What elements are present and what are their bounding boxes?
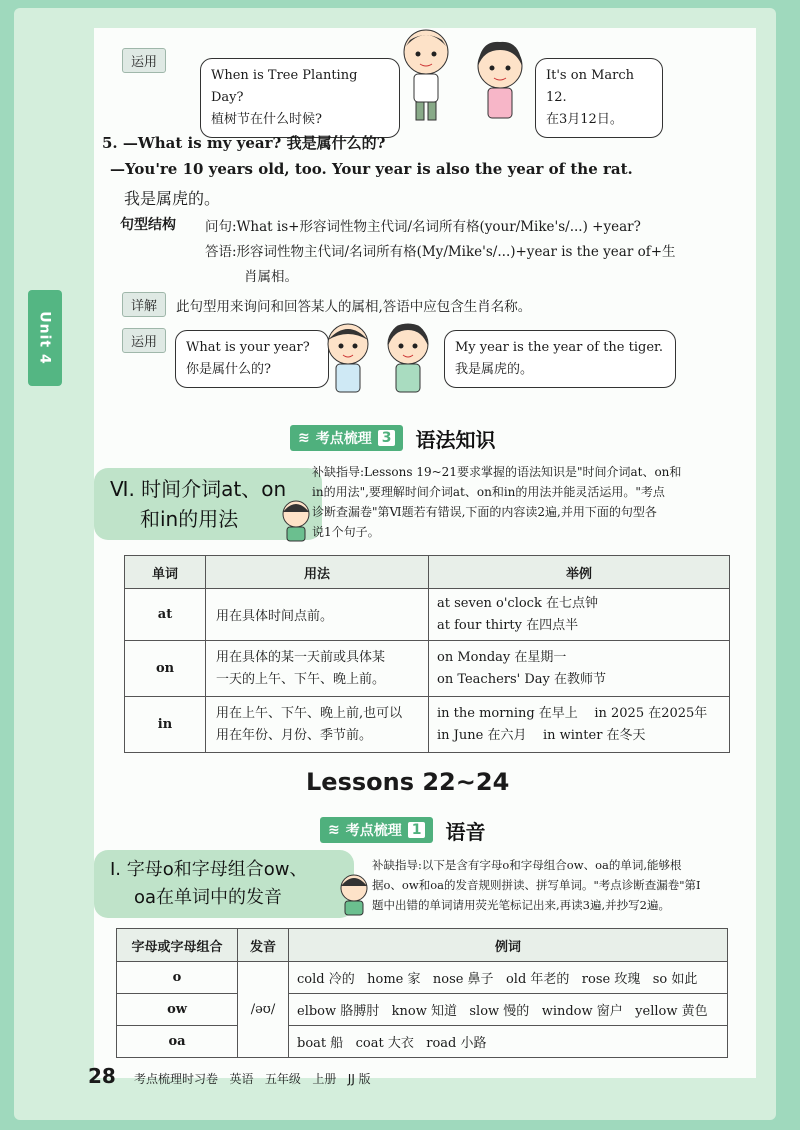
apply-tag: 运用 <box>122 48 166 73</box>
structure-answer-cont: 肖属相。 <box>244 269 298 285</box>
detail-text: 此句型用来询问和回答某人的属相,答语中应包含生肖名称。 <box>176 299 532 315</box>
year-answer-en: My year is the year of the tiger. <box>455 340 663 355</box>
wave-icon: ≋ <box>298 430 310 446</box>
year-answer-cn: 我是属虎的。 <box>455 362 534 377</box>
item5-answer: —You're 10 years old, too. Your year is also the year of the rat. <box>110 160 633 178</box>
item5-answer-cn: 我是属虎的。 <box>124 189 221 208</box>
girl-illustration-2 <box>378 318 438 400</box>
mascot-icon <box>278 498 314 542</box>
girl-illustration <box>470 36 530 126</box>
answer-cn: 在3月12日。 <box>546 112 623 127</box>
unit-side-tab: Unit 4 <box>28 290 62 386</box>
table-row: at 用在具体时间点前。 at seven o'clock 在七点钟 at four thirty 在四点半 <box>125 589 730 641</box>
wave-icon: ≋ <box>328 822 340 838</box>
structure-answer: 答语:形容词性物主代词/名词所有格(My/Mike's/...)+year is the year of+生 <box>205 244 676 260</box>
grammar-title-box: Ⅵ. 时间介词at、on 和in的用法 <box>94 468 322 540</box>
answer-bubble <box>535 58 663 138</box>
page-number: 28 <box>88 1064 116 1088</box>
phonics-tip: 补缺指导:以下是含有字母o和字母组合ow、oa的单词,能够根 据o、ow和oa的发音规则拼读、拼写单词。"考点诊断查漏卷"第Ⅰ 题中出错的单词请用荧光笔标记出来,再读3遍,并抄写2遍。 <box>372 858 701 912</box>
year-question-en: What is your year? <box>186 340 310 355</box>
boy-illustration-2 <box>318 318 378 400</box>
section3-badge: ≋ 考点梳理 3 语法知识 <box>290 425 495 451</box>
year-question-cn: 你是属什么的? <box>186 362 271 377</box>
table-row: in 用在上午、下午、晚上前,也可以 用在年份、月份、季节前。 in the morning 在早上 in 2025 在2025年 in June 在六月 in winter 在冬天 <box>125 697 730 753</box>
year-answer-bubble <box>444 330 676 388</box>
table-row: o /əʊ/ cold 冷的 home 家 nose 鼻子 old 年老的 rose 玫瑰 so 如此 <box>117 962 728 994</box>
lessons-title: Lessons 22~24 <box>306 768 510 796</box>
detail-tag: 详解 <box>122 292 166 317</box>
question-en: When is Tree Planting Day? <box>211 68 358 105</box>
mascot-icon-2 <box>336 872 372 916</box>
grammar-tip: 补缺指导:Lessons 19~21要求掌握的语法知识是"时间介词at、on和 in的用法",要理解时间介词at、on和in的用法并能灵活运用。"考点 诊断查漏卷"第Ⅵ题若有错误,下面的内容读2遍,并用下面的句型各 说1个句子。 <box>312 465 682 539</box>
phonics-table: 字母或字母组合 发音 例词 o /əʊ/ cold 冷的 home 家 nose 鼻子 old 年老的 rose 玫瑰 so 如此 ow elbow 胳膊肘 know 知道 slow 慢的 window 窗户 yellow 黄色 oa boat 船 coat 大衣 road 小路 <box>116 928 728 1058</box>
section1-title: 语音 <box>445 819 486 844</box>
section3-title: 语法知识 <box>415 427 496 452</box>
footer-text: 考点梳理时习卷 英语 五年级 上册 JJ 版 <box>134 1072 371 1086</box>
section1-badge: ≋ 考点梳理 1 语音 <box>320 817 485 843</box>
item5-question: 5. —What is my year? 我是属什么的? <box>102 134 386 152</box>
structure-label: 句型结构 <box>120 217 176 233</box>
apply-tag-2: 运用 <box>122 328 166 353</box>
boy-illustration <box>398 24 454 124</box>
table-row: on 用在具体的某一天前或具体某 一天的上午、下午、晚上前。 on Monday 在星期一 on Teachers' Day 在教师节 <box>125 641 730 697</box>
question-cn: 植树节在什么时候? <box>211 112 322 127</box>
sound-cell: /əʊ/ <box>238 962 289 1058</box>
year-question-bubble <box>175 330 329 388</box>
answer-en: It's on March 12. <box>546 68 634 105</box>
prepositions-table: 单词 用法 举例 at 用在具体时间点前。 at seven o'clock 在七点钟 at four thirty 在四点半 on 用在具体的某一天前或具体某 一天的上午、下午、晚上前。 on Monday 在星期一 on Teachers' Day 在教师节 in 用在上午、下午、晚上前,也可以 用在年份、月份、季节前。 in the morning 在早上 in 2025 在2025年 in June 在六月 in winter 在冬天 <box>124 555 730 753</box>
phonics-title-box: Ⅰ. 字母o和字母组合ow、 oa在单词中的发音 <box>94 850 354 918</box>
table-row: ow elbow 胳膊肘 know 知道 slow 慢的 window 窗户 yellow 黄色 <box>117 994 728 1026</box>
table-row: oa boat 船 coat 大衣 road 小路 <box>117 1026 728 1058</box>
question-bubble <box>200 58 400 138</box>
structure-question: 问句:What is+形容词性物主代词/名词所有格(your/Mike's/...) +year? <box>205 219 641 235</box>
